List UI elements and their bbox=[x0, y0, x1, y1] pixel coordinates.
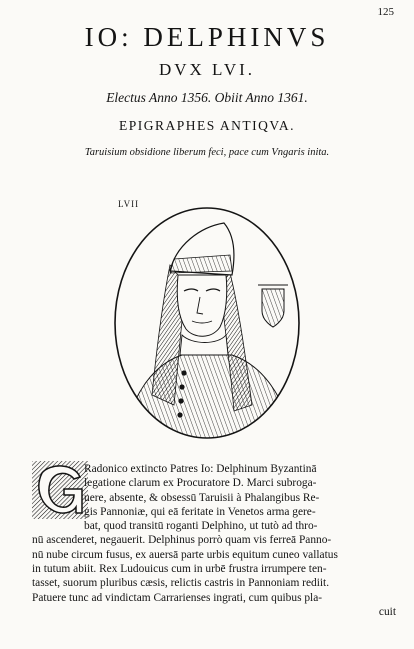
page-title: IO: DELPHINVS bbox=[84, 22, 330, 52]
epigraph-heading: EPIGRAPHES ANTIQVA. bbox=[118, 118, 296, 133]
portrait-engraving bbox=[112, 205, 302, 441]
page-number: 125 bbox=[377, 6, 394, 18]
body-line: bat, quod transitū roganti Delphino, ut tutò ad thro- bbox=[84, 520, 318, 533]
body-line: nū nube circum fusus, ex auersā parte urbis equitum cuneo vallatus bbox=[32, 548, 338, 561]
body-line: gis Pannoniæ, qui eā feritate in Venetos arma gere- bbox=[84, 505, 316, 518]
body-line: Radonico extincto Patres Io: Delphinum Byzantinā bbox=[84, 463, 317, 475]
body-line: nū ascenderet, negauerit. Delphinus porrò quam vis ferreā Panno- bbox=[32, 534, 332, 547]
body-line: cuit bbox=[378, 605, 396, 618]
epigraph-text: Taruisium obsidione liberum feci, pace cum Vngaris inita. bbox=[84, 147, 330, 158]
election-dates: Electus Anno 1356. Obiit Anno 1361. bbox=[106, 90, 308, 105]
body-line: uere, absente, & obsessū Taruisii à Phalangibus Re- bbox=[84, 491, 320, 504]
body-text bbox=[32, 462, 396, 619]
body-line: Patuere tunc ad vindictam Carrarienses ingrati, cum quibus pla- bbox=[32, 591, 323, 604]
body-line: tasset, suorum pluribus cæsis, relictis castris in Pannoniam rediit. bbox=[32, 577, 330, 590]
doge-number: DVX LVI. bbox=[158, 60, 256, 79]
body-line: legatione clarum ex Procuratore D. Marci subroga- bbox=[84, 477, 317, 490]
plate-number: LVII bbox=[118, 199, 140, 209]
body-line: in tutum abiit. Rex Ludouicus cum in urbē frustra irrumpere ten- bbox=[32, 563, 327, 576]
drop-cap bbox=[32, 461, 88, 519]
